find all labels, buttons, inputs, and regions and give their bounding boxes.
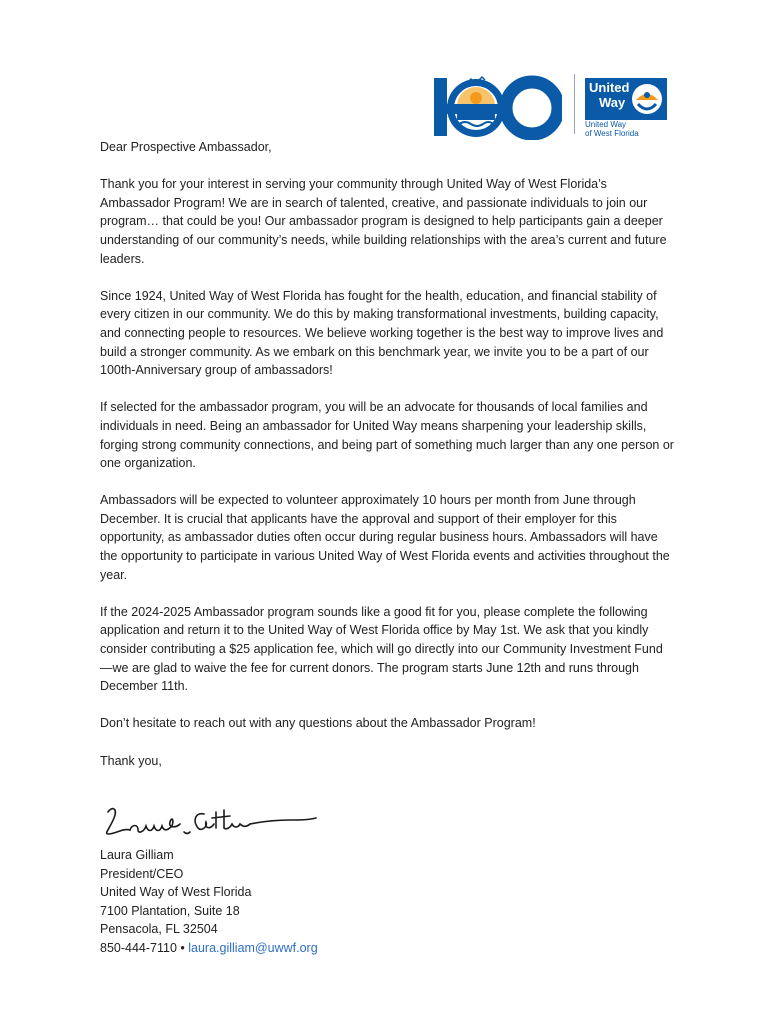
paragraph-history: Since 1924, United Way of West Florida has fought for the health, education, and financial stability of every citizen in our community. We do this by making transformational investments, building capacity, and connecting people to resources. We believe working together is the best way to improve lives and build a stronger community. As we embark on this benchmark year, we invite you to be a part of our 100th-Anniversary group of ambassadors! <box>100 288 664 378</box>
paragraph-intro: Thank you for your interest in serving your community through United Way of West Florida’s Ambassador Program! We are in search of talented, creative, and passionate individuals to join our program… that could be you! Our ambassador program is designed to help participants gain a deeper understanding of our community’s needs, while building relationships with the area’s current and future leaders. <box>100 177 667 266</box>
paragraph-application: If the 2024-2025 Ambassador program sounds like a good fit for you, please complete the following application and return it to the United Way of West Florida office by May 1st. We ask that you kindly consider contributing a $25 application fee, which will go directly into our Community Investment Fund—we are glad to waive the fee for current donors. The program starts June 12th and runs through December 11th. <box>100 604 663 694</box>
header-logos <box>432 68 672 140</box>
salutation: Dear Prospective Ambassador, <box>100 140 272 154</box>
closing: Thank you, <box>100 753 162 768</box>
centennial-100-logo-icon <box>432 68 562 140</box>
paragraph-advocate: If selected for the ambassador program, you will be an advocate for thousands of local families and individuals in need. Being an ambassador for United Way means sharpening your leadership skills, forging strong community connections, and being part of something much larger than any one person or one organization. <box>100 400 674 471</box>
address-line1: 7100 Plantation, Suite 18 <box>100 903 240 918</box>
paragraph-expectations: Ambassadors will be expected to volunteer approximately 10 hours per month from June through December. It is crucial that applicants have the approval and support of their employer for this opportunity, as ambassador duties often occur during regular business hours. Ambassadors will have the opportunity to participate in various United Way of West Florida events and activities throughout the year. <box>100 493 670 582</box>
united-way-emblem-icon <box>630 82 664 116</box>
handwritten-signature-icon <box>100 798 322 848</box>
address-line2: Pensacola, FL 32504 <box>100 922 218 937</box>
united-way-caption-line1: United Way <box>585 120 627 129</box>
signer-organization: United Way of West Florida <box>100 885 252 900</box>
united-way-name-line1: United <box>589 80 630 95</box>
phone-number: 850-444-7110 <box>100 940 177 955</box>
united-way-caption-line2: of West Florida <box>585 129 639 138</box>
email-link[interactable]: laura.gilliam@uwwf.org <box>188 940 318 955</box>
united-way-caption <box>585 120 639 138</box>
contact-line <box>100 939 500 958</box>
signer-name: Laura Gilliam <box>100 848 174 862</box>
signer-title: President/CEO <box>100 866 184 881</box>
logo-divider <box>574 74 575 134</box>
signature-block <box>100 846 500 958</box>
united-way-logo-icon <box>585 78 667 120</box>
letter-body <box>100 138 675 770</box>
united-way-name-line2: Way <box>599 95 626 110</box>
paragraph-questions: Don’t hesitate to reach out with any questions about the Ambassador Program! <box>100 716 536 731</box>
contact-separator: • <box>176 940 189 955</box>
united-way-wordmark <box>589 80 629 110</box>
